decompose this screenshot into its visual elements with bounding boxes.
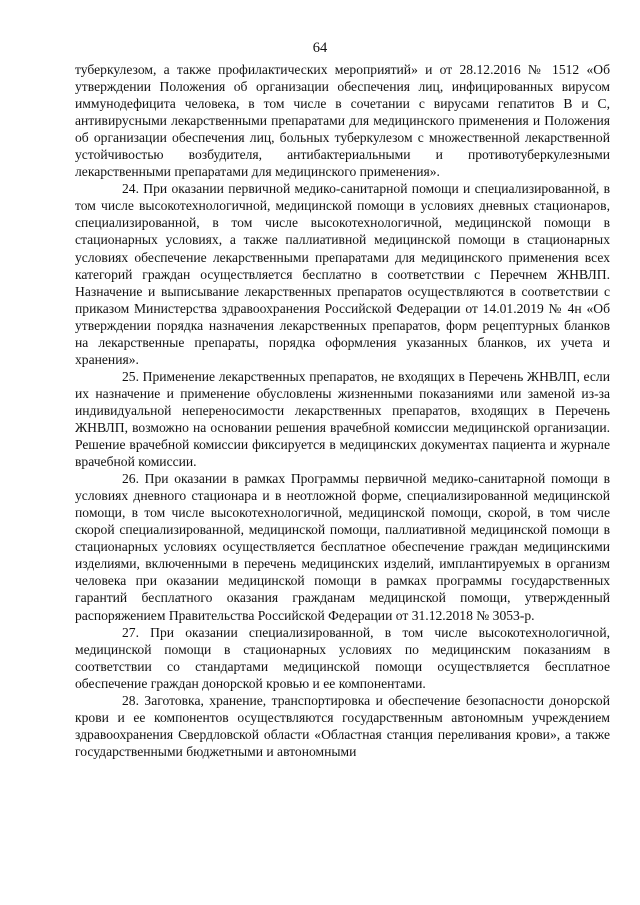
body-text [75, 61, 610, 760]
page-number: 64 [312, 40, 328, 56]
paragraph-25: 25. Применение лекарственных препаратов, не входящих в Перечень ЖНВЛП, если их назначение и применение обусловлены жизненными показаниями или заменой из-за индивидуальной непереносимости лекарственных препаратов, входящих в Перечень ЖНВЛП, возможно на основании решения врачебной комиссии медицинской организации. Решение врачебной комиссии фиксируется в медицинских документах пациента и журнале врачебной комиссии. [75, 368, 610, 470]
paragraph-26: 26. При оказании в рамках Программы первичной медико-санитарной помощи в условиях дневного стационара и в неотложной форме, специализированной медицинской помощи, в том числе высокотехнологичной, медицинской помощи, скорой, в том числе скорой специализированной, медицинской помощи, паллиативной медицинской помощи в стационарных условиях осуществляется бесплатное обеспечение граждан медицинскими изделиями, включенными в перечень медицинских изделий, имплантируемых в организм человека при оказании медицинской помощи в рамках программы государственных гарантий бесплатного оказания гражданам медицинской помощи, утвержденный распоряжением Правительства Российской Федерации от 31.12.2018 № 3053-р. [75, 471, 610, 623]
paragraph-24: 24. При оказании первичной медико-санитарной помощи и специализированной, в том числе высокотехнологичной, медицинской помощи в условиях дневных стационаров, специализированной, в том числе высокотехнологичной, медицинской помощи в стационарных условиях, а также паллиативной медицинской помощи в стационарных условиях обеспечение лекарственными препаратами для медицинского применения всех категорий граждан осуществляется бесплатно в соответствии с Перечнем ЖНВЛП. Назначение и выписывание лекарственных препаратов осуществляются в соответствии с приказом Министерства здравоохранения Российской Федерации от 14.01.2019 № 4н «Об утверждении порядка назначения лекарственных препаратов, форм рецептурных бланков на лекарственные препараты, порядка оформления указанных бланков, их учета и хранения». [75, 181, 610, 367]
paragraph-28: 28. Заготовка, хранение, транспортировка и обеспечение безопасности донорской крови и ее компонентов осуществляются государственным автономным учреждением здравоохранения Свердловской области «Областная станция переливания крови», а также государственными бюджетными и автономными [75, 692, 610, 759]
paragraph-27: 27. При оказании специализированной, в том числе высокотехнологичной, медицинской помощи в стационарных условиях по медицинским показаниям в соответствии со стандартами медицинской помощи осуществляется бесплатное обеспечение граждан донорской кровью и ее компонентами. [75, 624, 610, 691]
paragraph-continuation: туберкулезом, а также профилактических мероприятий» и от 28.12.2016 № 1512 «Об утверждении Положения об организации обеспечения лиц, инфицированных вирусом иммунодефицита человека, в том числе в сочетании с вирусами гепатитов B и C, антивирусными лекарственными препаратами для медицинского применения и Положения об организации обеспечения лиц, больных туберкулезом с множественной лекарственной устойчивостью возбудителя, антибактериальными и противотуберкулезными лекарственными препаратами для медицинского применения». [75, 62, 610, 180]
